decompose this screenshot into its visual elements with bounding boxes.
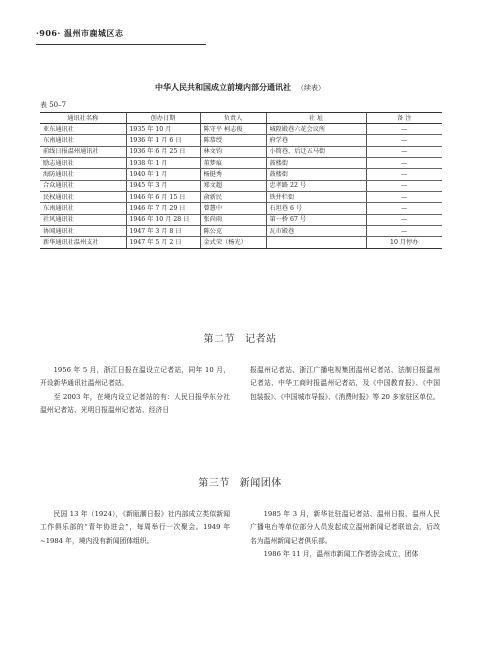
- table-cell: 民权通讯社: [40, 192, 126, 203]
- section-number: 第二节: [203, 334, 235, 345]
- section-title: 新闻团体: [239, 478, 282, 489]
- table-cell: 陈公克: [200, 225, 266, 236]
- table-cell: —: [366, 135, 442, 146]
- table-title-text: 中华人民共和国成立前境内部分通讯社: [155, 82, 291, 92]
- section-title: 记者站: [245, 334, 277, 345]
- table-cell: 亚东通讯社: [40, 124, 126, 135]
- text-column-right: [250, 364, 440, 404]
- table-cell: 1940 年 1 月: [126, 169, 200, 180]
- table-cell: 1938 年 1 月: [126, 158, 200, 169]
- table-cell: 曾慧中: [200, 203, 266, 214]
- table-cell: —: [366, 124, 442, 135]
- table-cell: 1935 年 10 月: [126, 124, 200, 135]
- table-cell: —: [366, 146, 442, 157]
- table-cell: 1946 年 7 月 29 日: [126, 203, 200, 214]
- section-number: 第三节: [198, 478, 230, 489]
- table-cell: 1945 年 3 月: [126, 180, 200, 191]
- table-cell: 新华通讯社温州支社: [40, 237, 126, 248]
- table-cell: 1946 年 6 月 15 日: [126, 192, 200, 203]
- table-header-row: [40, 113, 442, 124]
- news-agency-table: [40, 112, 442, 249]
- table-cell: [266, 237, 366, 248]
- table-cell: 俞新民: [200, 192, 266, 203]
- table-row: [40, 192, 442, 203]
- column-header: 创办日期: [126, 113, 200, 124]
- text-column-left: [40, 508, 230, 548]
- table-title: [0, 82, 480, 93]
- table-title-note: （续表）: [297, 84, 325, 92]
- table-cell: —: [366, 214, 442, 225]
- table-cell: 瓦市殿巷: [266, 225, 366, 236]
- table-cell: 1936 年 1 月 6 日: [126, 135, 200, 146]
- table-row: [40, 169, 442, 180]
- table-cell: 励志通讯社: [40, 158, 126, 169]
- table-cell: 石坦巷 6 号: [266, 203, 366, 214]
- paragraph: 1985 年 3 月，新华社驻温记者站、温州日报、温州人民广播电台等单位部分人员发起成立温州新闻记者联谊会，后改名为温州新闻记者俱乐部。: [250, 510, 440, 545]
- table-row: [40, 237, 442, 248]
- paragraph: 1956 年 5 月，浙江日报在温设立记者站，同年 10 月，开设新华通讯社温州记者站。: [40, 366, 230, 388]
- paragraph: 报温州记者站、浙江广播电视集团温州记者站、法制日报温州记者站、中华工商时报温州记者站，及《中国教育报》、《中国包装报》、《中国城市导报》、《消费时报》等 20 多家驻区单位。: [250, 366, 440, 401]
- table-cell: 张尚雨: [200, 214, 266, 225]
- table-cell: —: [366, 192, 442, 203]
- table-cell: 杨挺秀: [200, 169, 266, 180]
- paragraph: 至 2003 年，在境内设立记者站的有：人民日报华东分社温州记者站、光明日报温州记者站、经济日: [40, 392, 230, 414]
- table-cell: —: [366, 169, 442, 180]
- table-cell: —: [366, 203, 442, 214]
- text-column-left: [40, 364, 230, 417]
- section-heading: [0, 330, 480, 345]
- table-cell: 府学巷: [266, 135, 366, 146]
- column-header: 通讯社名称: [40, 113, 126, 124]
- table-cell: 鼓楼街: [266, 169, 366, 180]
- table-cell: 1947 年 5 月 2 日: [126, 237, 200, 248]
- table-cell: 陈恭绶: [200, 135, 266, 146]
- header-rule: [36, 44, 206, 45]
- table-cell: 10 月停办: [366, 237, 442, 248]
- table-cell: 海防通讯社: [40, 169, 126, 180]
- table-cell: 前线日报温州通讯社: [40, 146, 126, 157]
- table-cell: 鼓楼街: [266, 158, 366, 169]
- table-cell: 董梦痕: [200, 158, 266, 169]
- running-header: ·906· 温州市鹿城区志: [36, 28, 124, 38]
- table-cell: 陈守平 柯志俊: [200, 124, 266, 135]
- table-row: [40, 146, 442, 157]
- table-label: 表 50–7: [40, 101, 67, 109]
- text-column-right: [250, 508, 440, 561]
- table-body: [40, 124, 442, 248]
- table-row: [40, 214, 442, 225]
- table-row: [40, 158, 442, 169]
- table-cell: 1947 年 3 月 8 日: [126, 225, 200, 236]
- table-cell: 东南通讯社: [40, 203, 126, 214]
- table-row: [40, 225, 442, 236]
- paragraph: 民国 13 年（1924），《新瓯潮日报》社内部成立类似新闻工作俱乐部的“青年协进会”，每周举行一次聚会。1949 年 ~1984 年，境内没有新闻团体组织。: [40, 510, 230, 545]
- table-row: [40, 180, 442, 191]
- table-cell: 协闻通讯社: [40, 225, 126, 236]
- paragraph: 1986 年 11 月，温州市新闻工作者协会成立，团体: [263, 549, 419, 558]
- column-header: 负责人: [200, 113, 266, 124]
- table-cell: 1946 年 10 月 28 日: [126, 214, 200, 225]
- table-cell: 合众通讯社: [40, 180, 126, 191]
- column-header: 社 址: [266, 113, 366, 124]
- table-cell: 忠孝路 22 号: [266, 180, 366, 191]
- table-cell: 东南通讯社: [40, 135, 126, 146]
- table-cell: 铁井栏街: [266, 192, 366, 203]
- table-cell: —: [366, 225, 442, 236]
- table-cell: 林文钧: [200, 146, 266, 157]
- table-row: [40, 135, 442, 146]
- section-heading: [0, 474, 480, 489]
- table-cell: 小简巷、后迁五马街: [266, 146, 366, 157]
- table-cell: 第一桥 67 号: [266, 214, 366, 225]
- table-cell: 金式荣（杨光）: [200, 237, 266, 248]
- column-header: 备 注: [366, 113, 442, 124]
- table-cell: 1936 年 6 月 25 日: [126, 146, 200, 157]
- table-cell: —: [366, 180, 442, 191]
- table-row: [40, 203, 442, 214]
- table-row: [40, 124, 442, 135]
- table-cell: 城隍殿巷六花会议所: [266, 124, 366, 135]
- table-cell: 社风通讯社: [40, 214, 126, 225]
- table-cell: —: [366, 158, 442, 169]
- table-cell: 郑文超: [200, 180, 266, 191]
